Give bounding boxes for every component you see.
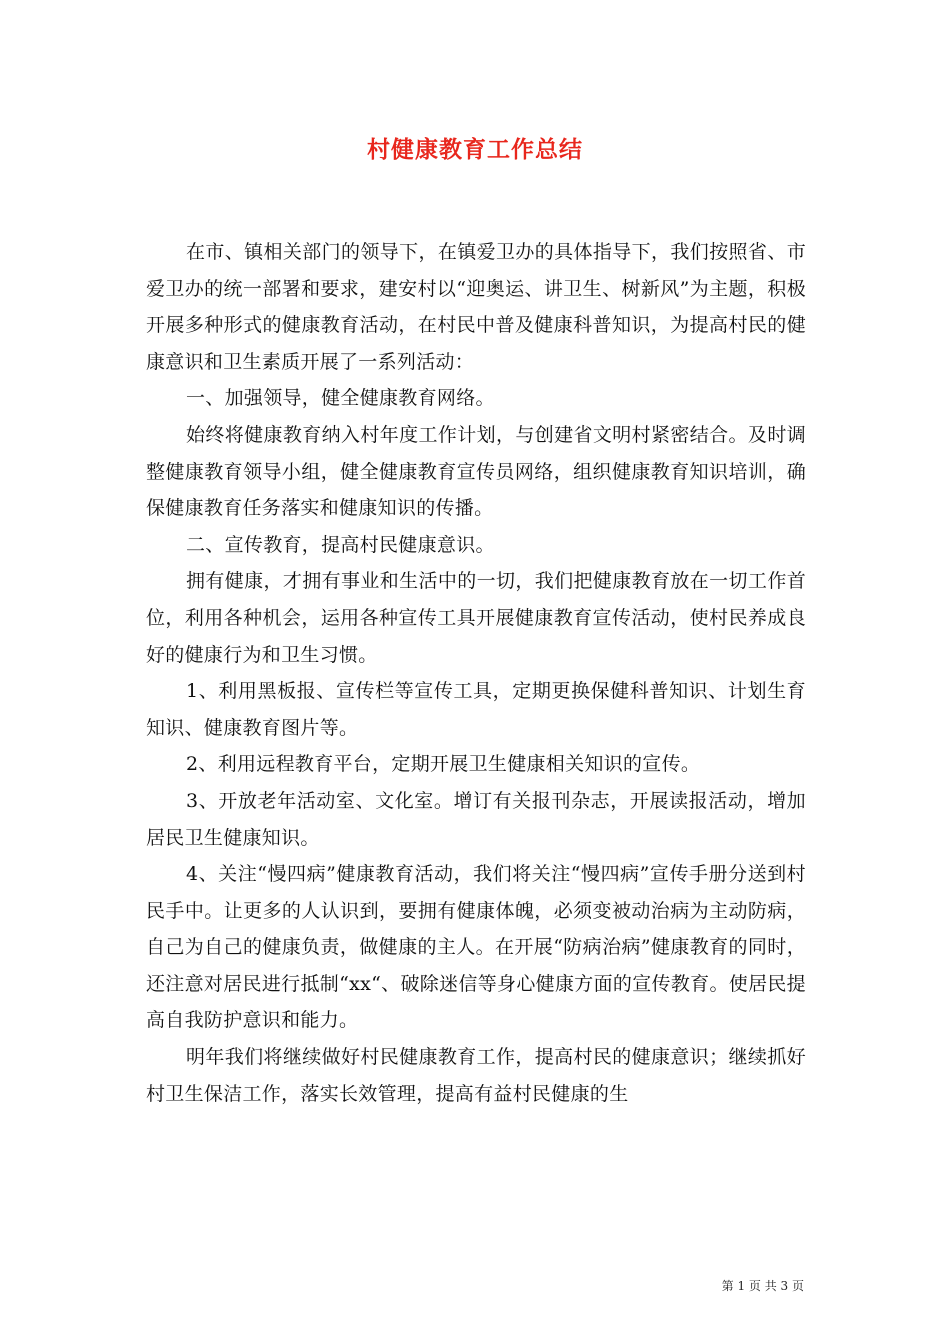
page-number: 第 1 页 共 3 页 [721,1279,804,1293]
section-heading-1: 一、加强领导，健全健康教育网络。 [186,387,495,410]
list-item-2: 2、利用远程教育平台，定期开展卫生健康相关知识的宣传。 [186,753,701,776]
paragraph-intro: 在市、镇相关部门的领导下，在镇爱卫办的具体指导下，我们按照省、市爱卫办的统一部署和要求，建安村以“迎奥运、讲卫生、树新风”为主题，积极开展多种形式的健康教育活动，在村民中普及健康科普知识，为提高村民的健康意识和卫生素质开展了一系列活动： [146,241,806,373]
paragraph-section-1: 始终将健康教育纳入村年度工作计划，与创建省文明村紧密结合。及时调整健康教育领导小组，健全健康教育宣传员网络，组织健康教育知识培训，确保健康教育任务落实和健康知识的传播。 [146,423,806,520]
paragraph-section-2: 拥有健康，才拥有事业和生活中的一切，我们把健康教育放在一切工作首位，利用各种机会，运用各种宣传工具开展健康教育宣传活动，使村民养成良好的健康行为和卫生习惯。 [146,570,806,666]
list-item-4: 4、关注“慢四病”健康教育活动，我们将关注“慢四病”宣传手册分送到村民手中。让更多的人认识到，要拥有健康体魄，必须变被动治病为主动防病，自己为自己的健康负责，做健康的主人。在开展“防病治病”健康教育的同时，还注意对居民进行抵制“xx“、破除迷信等身心健康方面的宣传教育。使居民提高自我防护意识和能力。 [146,863,806,1032]
section-heading-2: 二、宣传教育，提高村民健康意识。 [186,533,495,556]
document-body [146,234,806,1112]
list-item-3: 3、开放老年活动室、文化室。增订有关报刊杂志，开展读报活动，增加居民卫生健康知识。 [146,789,806,849]
list-item-1: 1、利用黑板报、宣传栏等宣传工具，定期更换保健科普知识、计划生育知识、健康教育图片等。 [146,680,806,739]
paragraph-conclusion: 明年我们将继续做好村民健康教育工作，提高村民的健康意识；继续抓好村卫生保洁工作，落实长效管理，提高有益村民健康的生 [146,1046,806,1105]
document-title: 村健康教育工作总结 [367,136,583,163]
